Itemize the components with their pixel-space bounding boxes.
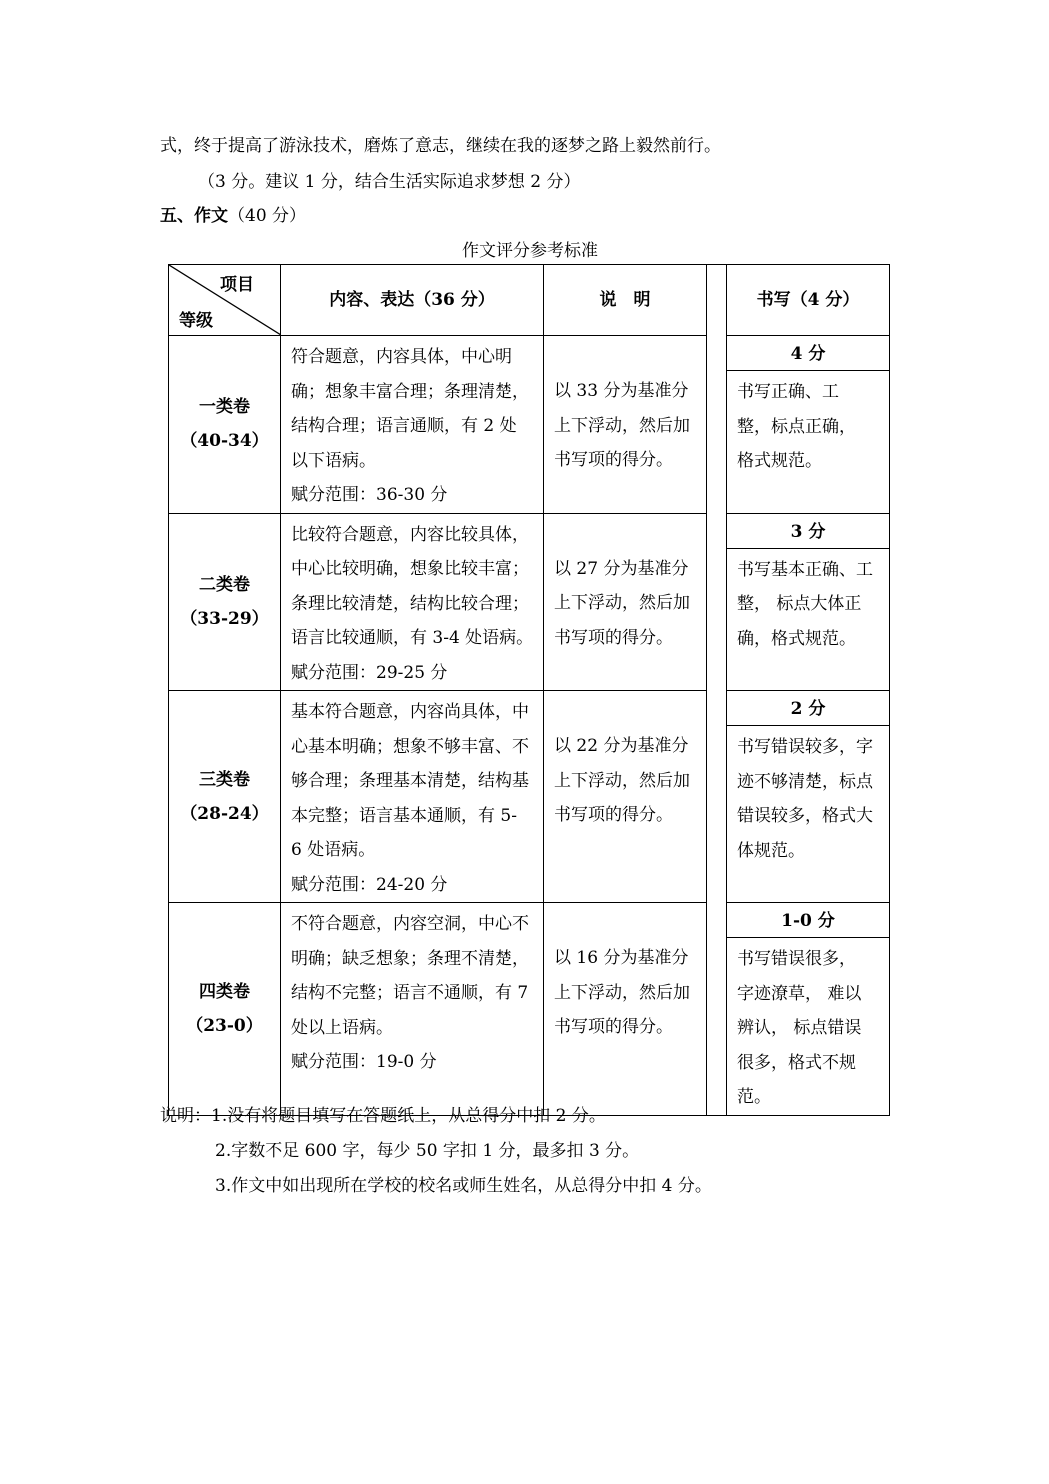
content-cell — [281, 513, 544, 691]
table-row — [169, 691, 890, 903]
content-cell — [281, 903, 544, 1116]
writing-score: 1-0 分 — [727, 903, 889, 938]
content-line: 确；想象丰富合理；条理清楚， — [291, 381, 529, 402]
grade-range: （40-34） — [180, 431, 269, 452]
writing-line: 辨认， 标点错误 — [737, 1018, 862, 1038]
grade-name: 二类卷 — [199, 574, 250, 595]
table-row — [169, 336, 890, 514]
content-line: 以下语病。 — [291, 450, 376, 471]
table-row — [169, 513, 890, 691]
note-line: 书写项的得分。 — [554, 627, 673, 648]
note-cell — [544, 336, 707, 514]
content-line: 赋分范围：24-20 分 — [291, 874, 448, 895]
content-cell — [281, 691, 544, 903]
content-line: 不符合题意，内容空洞，中心不 — [291, 914, 529, 934]
writing-line: 错误较多，格式大 — [737, 806, 873, 826]
note-cell — [544, 513, 707, 691]
spacer-column — [707, 265, 727, 1116]
note-cell — [544, 903, 707, 1116]
writing-line: 迹不够清楚，标点 — [737, 771, 873, 792]
content-line: 比较符合题意，内容比较具体， — [291, 524, 529, 545]
note-line: 以 16 分为基准分 — [554, 948, 689, 968]
writing-cell — [727, 691, 890, 903]
writing-line: 书写错误较多，字 — [737, 737, 873, 757]
notes-item: 3.作文中如出现所在学校的校名或师生姓名，从总得分中扣 4 分。 — [215, 1176, 712, 1196]
writing-line: 范。 — [737, 1087, 771, 1107]
grade-cell — [169, 691, 281, 903]
notes-label: 说明： — [160, 1106, 211, 1126]
header-item: 项目 — [220, 275, 254, 295]
writing-line: 格式规范。 — [737, 451, 822, 471]
note-line: 上下浮动，然后加 — [554, 770, 690, 791]
note-line: 以 22 分为基准分 — [554, 736, 689, 756]
table-header-row — [169, 265, 890, 336]
note-line: 以 33 分为基准分 — [554, 381, 689, 401]
note-line: 书写项的得分。 — [554, 1017, 673, 1037]
note-line: 上下浮动，然后加 — [554, 593, 690, 613]
content-line: 处以上语病。 — [291, 1017, 393, 1038]
content-line: 赋分范围：36-30 分 — [291, 485, 448, 505]
notes-line-1 — [160, 1104, 606, 1128]
writing-line: 字迹潦草， 难以 — [737, 983, 862, 1004]
header-content: 内容、表达（36 分） — [281, 265, 544, 336]
content-line: 结构合理；语言通顺，有 2 处 — [291, 416, 517, 436]
grade-range: （33-29） — [180, 608, 269, 629]
section-label: 五、作文 — [160, 206, 228, 226]
content-line: 心基本明确；想象不够丰富、不 — [291, 736, 529, 757]
note-line: 上下浮动，然后加 — [554, 415, 690, 436]
content-line: 赋分范围：29-25 分 — [291, 662, 448, 683]
content-cell — [281, 336, 544, 514]
grade-range: （28-24） — [180, 803, 269, 824]
note-line: 上下浮动，然后加 — [554, 982, 690, 1003]
note-cell — [544, 691, 707, 903]
note-line: 书写项的得分。 — [554, 450, 673, 470]
grade-cell — [169, 903, 281, 1116]
table-row — [169, 903, 890, 1116]
writing-line: 体规范。 — [737, 840, 805, 861]
writing-cell — [727, 903, 890, 1116]
writing-line: 确，格式规范。 — [737, 628, 856, 649]
grade-name: 三类卷 — [199, 769, 250, 790]
content-line: 赋分范围：19-0 分 — [291, 1052, 437, 1072]
writing-line: 很多，格式不规 — [737, 1052, 856, 1073]
intro-line-1: 式，终于提高了游泳技术，磨炼了意志，继续在我的逐梦之路上毅然前行。 — [160, 136, 721, 156]
grade-cell — [169, 513, 281, 691]
content-line: 中心比较明确，想象比较丰富； — [291, 559, 529, 579]
content-line: 够合理；条理基本清楚，结构基 — [291, 771, 529, 791]
writing-score: 4 分 — [727, 336, 889, 371]
writing-cell — [727, 513, 890, 691]
content-line: 明确；缺乏想象；条理不清楚， — [291, 948, 529, 969]
content-line: 符合题意，内容具体，中心明 — [291, 347, 512, 367]
grade-range: （23-0） — [186, 1015, 263, 1036]
content-line: 结构不完整；语言不通顺，有 7 — [291, 983, 529, 1003]
note-line: 书写项的得分。 — [554, 805, 673, 825]
grade-cell — [169, 336, 281, 514]
header-writing: 书写（4 分） — [727, 265, 890, 336]
writing-score: 2 分 — [727, 691, 889, 726]
notes-item: 1.没有将题目填写在答题纸上，从总得分中扣 2 分。 — [211, 1106, 606, 1126]
writing-line: 书写正确、工 — [737, 382, 839, 402]
content-line: 本完整；语言基本通顺，有 5- — [291, 805, 517, 826]
note-line: 以 27 分为基准分 — [554, 558, 689, 579]
notes-item: 2.字数不足 600 字，每少 50 字扣 1 分，最多扣 3 分。 — [215, 1141, 640, 1161]
section-points: （40 分） — [228, 206, 307, 226]
header-note: 说 明 — [544, 265, 707, 336]
intro-line-2: （3 分。建议 1 分，结合生活实际追求梦想 2 分） — [198, 172, 581, 192]
content-line: 语言比较通顺，有 3-4 处语病。 — [291, 628, 534, 648]
writing-line: 书写错误很多， — [737, 949, 856, 969]
writing-line: 书写基本正确、工 — [737, 559, 873, 580]
grade-name: 一类卷 — [199, 397, 250, 418]
content-line: 基本符合题意，内容尚具体，中 — [291, 702, 529, 722]
grade-name: 四类卷 — [199, 981, 250, 1002]
scoring-table — [168, 264, 890, 1116]
writing-cell — [727, 336, 890, 514]
writing-line: 整，标点正确， — [737, 416, 856, 437]
section-heading — [160, 204, 306, 228]
writing-score: 3 分 — [727, 514, 889, 549]
table-title: 作文评分参考标准 — [462, 241, 598, 261]
content-line: 条理比较清楚，结构比较合理； — [291, 593, 529, 614]
diagonal-header-cell — [169, 265, 281, 336]
header-grade: 等级 — [179, 311, 213, 331]
writing-line: 整， 标点大体正 — [737, 594, 862, 614]
content-line: 6 处语病。 — [291, 840, 376, 860]
